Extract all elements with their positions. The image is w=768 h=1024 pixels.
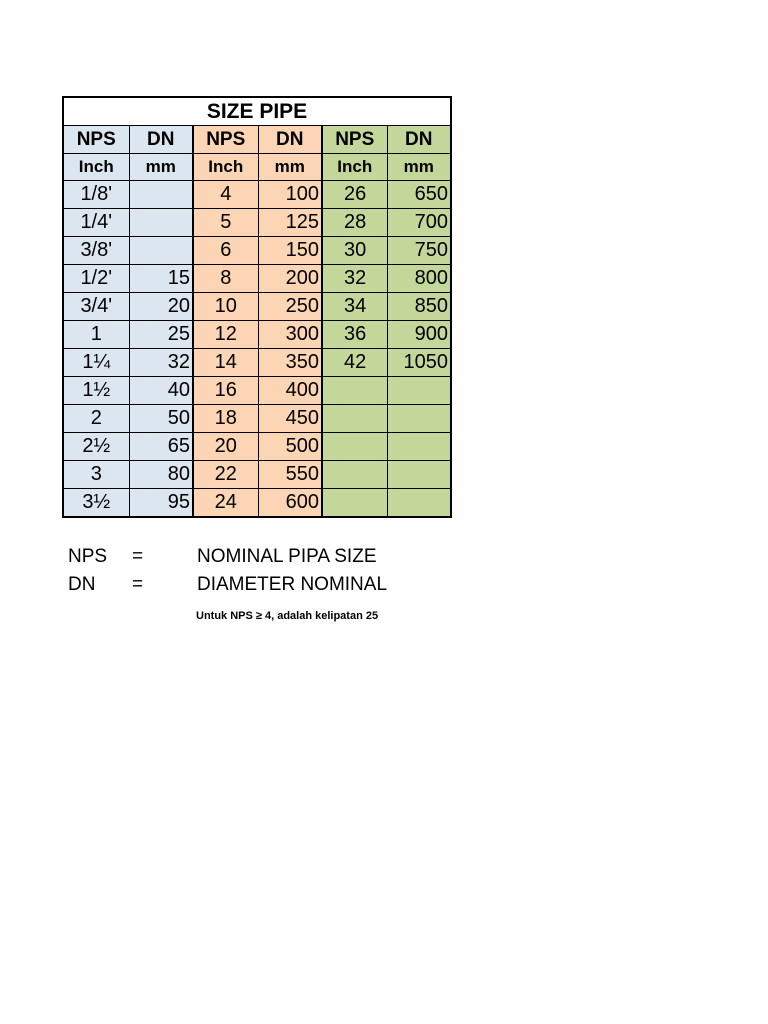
cell-dn-3: [387, 489, 451, 518]
cell-dn-2: 400: [258, 377, 322, 405]
table-body: [63, 181, 451, 518]
table-row: [63, 321, 451, 349]
cell-dn-1: 20: [129, 293, 193, 321]
cell-dn-2: 200: [258, 265, 322, 293]
cell-nps-2: 20: [193, 433, 258, 461]
col-header-nps-1: NPS: [63, 126, 129, 154]
table-row: [63, 405, 451, 433]
table-row: [63, 181, 451, 209]
col-header-dn-2: DN: [258, 126, 322, 154]
cell-nps-2: 14: [193, 349, 258, 377]
table-row: [63, 433, 451, 461]
table-row: [63, 209, 451, 237]
cell-nps-2: 4: [193, 181, 258, 209]
table-row: [63, 377, 451, 405]
table-row: [63, 237, 451, 265]
cell-dn-3: 1050: [387, 349, 451, 377]
col-unit-nps-1: Inch: [63, 154, 129, 181]
col-header-dn-3: DN: [387, 126, 451, 154]
col-header-nps-2: NPS: [193, 126, 258, 154]
cell-dn-3: [387, 461, 451, 489]
cell-nps-3: [322, 461, 387, 489]
table-title: SIZE PIPE: [63, 97, 451, 126]
cell-dn-3: 750: [387, 237, 451, 265]
footnote: Untuk NPS ≥ 4, adalah kelipatan 25: [196, 610, 379, 622]
cell-dn-2: 600: [258, 489, 322, 518]
cell-nps-1: 1/8': [63, 181, 129, 209]
header-row-units: [63, 154, 451, 181]
cell-dn-1: 65: [129, 433, 193, 461]
legend-abbr-dn: DN: [68, 574, 96, 595]
cell-dn-3: 650: [387, 181, 451, 209]
cell-nps-3: 32: [322, 265, 387, 293]
col-unit-nps-3: Inch: [322, 154, 387, 181]
cell-nps-2: 6: [193, 237, 258, 265]
cell-dn-3: 850: [387, 293, 451, 321]
cell-nps-3: 30: [322, 237, 387, 265]
cell-dn-1: 40: [129, 377, 193, 405]
legend-meaning-dn: DIAMETER NOMINAL: [197, 574, 388, 595]
cell-dn-2: 125: [258, 209, 322, 237]
col-unit-dn-1: mm: [129, 154, 193, 181]
cell-dn-1: 25: [129, 321, 193, 349]
cell-dn-2: 250: [258, 293, 322, 321]
cell-nps-2: 5: [193, 209, 258, 237]
cell-nps-3: 42: [322, 349, 387, 377]
pipe-size-table: [62, 96, 452, 518]
cell-dn-1: 95: [129, 489, 193, 518]
table-row: [63, 461, 451, 489]
cell-dn-1: [129, 237, 193, 265]
cell-dn-1: 32: [129, 349, 193, 377]
table-row: [63, 489, 451, 518]
cell-nps-2: 8: [193, 265, 258, 293]
cell-nps-3: 26: [322, 181, 387, 209]
cell-dn-2: 100: [258, 181, 322, 209]
cell-dn-1: 15: [129, 265, 193, 293]
cell-nps-3: [322, 489, 387, 518]
cell-dn-2: 300: [258, 321, 322, 349]
cell-dn-2: 350: [258, 349, 322, 377]
cell-nps-1: 3/4': [63, 293, 129, 321]
col-unit-nps-2: Inch: [193, 154, 258, 181]
cell-nps-2: 22: [193, 461, 258, 489]
legend-equals-dn: =: [132, 574, 144, 595]
col-header-dn-1: DN: [129, 126, 193, 154]
cell-nps-3: 34: [322, 293, 387, 321]
cell-dn-2: 450: [258, 405, 322, 433]
col-header-nps-3: NPS: [322, 126, 387, 154]
cell-nps-3: [322, 377, 387, 405]
cell-dn-1: [129, 181, 193, 209]
legend-equals-nps: =: [132, 546, 144, 567]
cell-dn-2: 550: [258, 461, 322, 489]
cell-nps-2: 24: [193, 489, 258, 518]
cell-nps-2: 16: [193, 377, 258, 405]
cell-nps-1: 3/8': [63, 237, 129, 265]
table-row: [63, 349, 451, 377]
col-unit-dn-3: mm: [387, 154, 451, 181]
table-row: [63, 293, 451, 321]
cell-dn-2: 150: [258, 237, 322, 265]
header-row-labels: [63, 126, 451, 154]
legend-meaning-nps: NOMINAL PIPA SIZE: [197, 546, 377, 567]
cell-dn-3: 800: [387, 265, 451, 293]
cell-nps-1: 1/2': [63, 265, 129, 293]
cell-dn-1: 80: [129, 461, 193, 489]
cell-nps-3: 28: [322, 209, 387, 237]
cell-nps-2: 12: [193, 321, 258, 349]
cell-dn-3: [387, 433, 451, 461]
cell-nps-1: 1½: [63, 377, 129, 405]
col-unit-dn-2: mm: [258, 154, 322, 181]
cell-nps-1: 3: [63, 461, 129, 489]
cell-dn-3: 900: [387, 321, 451, 349]
cell-dn-3: 700: [387, 209, 451, 237]
cell-dn-1: 50: [129, 405, 193, 433]
cell-nps-2: 18: [193, 405, 258, 433]
cell-dn-2: 500: [258, 433, 322, 461]
cell-dn-3: [387, 377, 451, 405]
cell-nps-1: 1/4': [63, 209, 129, 237]
cell-nps-1: 3½: [63, 489, 129, 518]
cell-nps-2: 10: [193, 293, 258, 321]
cell-dn-1: [129, 209, 193, 237]
cell-nps-3: [322, 405, 387, 433]
cell-nps-3: 36: [322, 321, 387, 349]
table-row: [63, 265, 451, 293]
cell-nps-1: 1¼: [63, 349, 129, 377]
cell-nps-1: 2: [63, 405, 129, 433]
cell-nps-3: [322, 433, 387, 461]
cell-nps-1: 2½: [63, 433, 129, 461]
legend-abbr-nps: NPS: [68, 546, 108, 567]
cell-dn-3: [387, 405, 451, 433]
cell-nps-1: 1: [63, 321, 129, 349]
